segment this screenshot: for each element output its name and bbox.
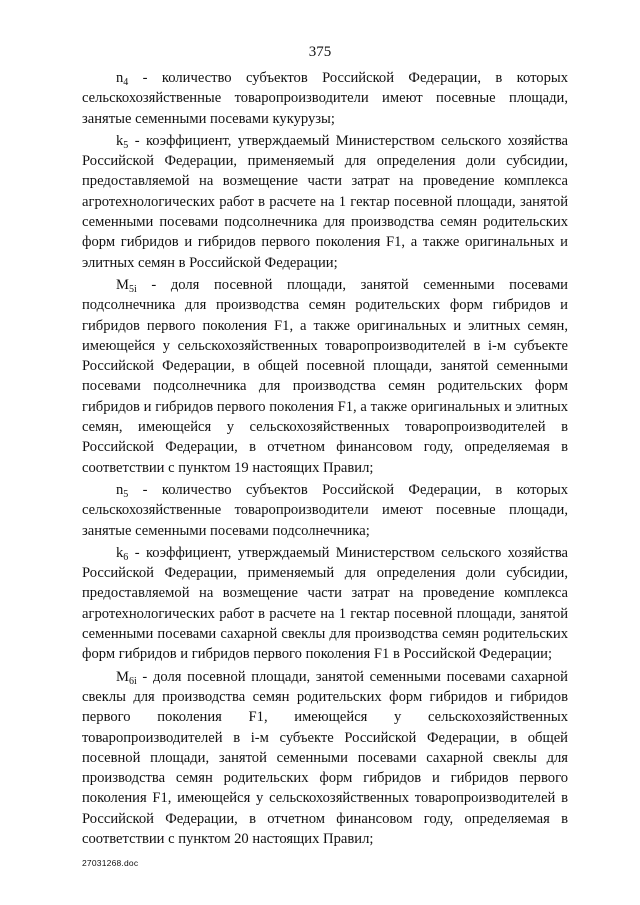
paragraph-k6-definition: $k_6$ - коэффициент, утверждаемый Министерством сельского хозяйства Российской Федерации, применяемый для определения доли субсидии, предоставляемой на возмещение части затрат на проведение комплекса агротехнологических работ в расчете на 1 гектар посевной площади, занятой семенными посевами сахарной свеклы для производства семян родительских форм гибридов и гибридов первого поколения F1 в Российской Федерации; bbox=[82, 544, 568, 663]
symbol-k5: $k_5$ bbox=[116, 132, 129, 151]
page-number: 375 bbox=[308, 44, 332, 60]
symbol-n5: $n_5$ bbox=[116, 481, 129, 500]
paragraph-m6i-definition: $M_{6i}$ - доля посевной площади, занятой семенными посевами сахарной свеклы для производства семян родительских форм гибридов и гибридов первого поколения F1, имеющейся у сельскохозяйственных товаропроизводителей в i-м субъекте Российской Федерации, в общей посевной площади, занятой семенными посевами сахарной свеклы для производства семян родительских форм гибридов и гибридов первого поколения F1, имеющейся у сельскохозяйственных товаропроизводителей в Российской Федерации, в отчетном финансовом году, определяемая в соответствии с пунктом 20 настоящих Правил; bbox=[82, 668, 568, 847]
paragraph-m5i-definition: $M_{5i}$ - доля посевной площади, занятой семенными посевами подсолнечника для производства семян родительских форм гибридов и гибридов первого поколения F1, а также оригинальных и элитных семян, имеющейся у сельскохозяйственных товаропроизводителей в i-м субъекте Российской Федерации, в общей посевной площади, занятой семенными посевами подсолнечника для производства семян родительских форм гибридов и гибридов первого поколения F1, а также оригинальных и элитных семян, имеющейся у сельскохозяйственных товаропроизводителей в Российской Федерации, в отчетном финансовом году, определяемая в соответствии с пунктом 19 настоящих Правил; bbox=[82, 276, 568, 476]
symbol-n4: $n_4$ bbox=[116, 70, 129, 88]
paragraph-n4-definition: $n_4$ - количество субъектов Российской Федерации, в которых сельскохозяйственные товаропроизводители имеют посевные площади, занятые семенными посевами кукурузы; bbox=[82, 70, 568, 127]
document-footer-filename: 27031268.doc bbox=[82, 858, 139, 868]
paragraph-n5-definition: $n_5$ - количество субъектов Российской Федерации, в которых сельскохозяйственные товаропроизводители имеют посевные площади, занятые семенными посевами подсолнечника; bbox=[82, 481, 568, 539]
symbol-k6: $k_6$ bbox=[116, 544, 129, 563]
symbol-m6i: $M_{6i}$ bbox=[116, 668, 137, 687]
symbol-m5i: $M_{5i}$ bbox=[116, 276, 137, 295]
document-body bbox=[82, 68, 568, 851]
paragraph-k5-definition: $k_5$ - коэффициент, утверждаемый Министерством сельского хозяйства Российской Федерации, применяемый для определения доли субсидии, предоставляемой на возмещение части затрат на проведение комплекса агротехнологических работ в расчете на 1 гектар посевной площади, занятой семенными посевами подсолнечника для производства семян родительских форм гибридов и гибридов первого поколения F1, а также оригинальных и элитных семян в Российской Федерации; bbox=[82, 132, 568, 271]
